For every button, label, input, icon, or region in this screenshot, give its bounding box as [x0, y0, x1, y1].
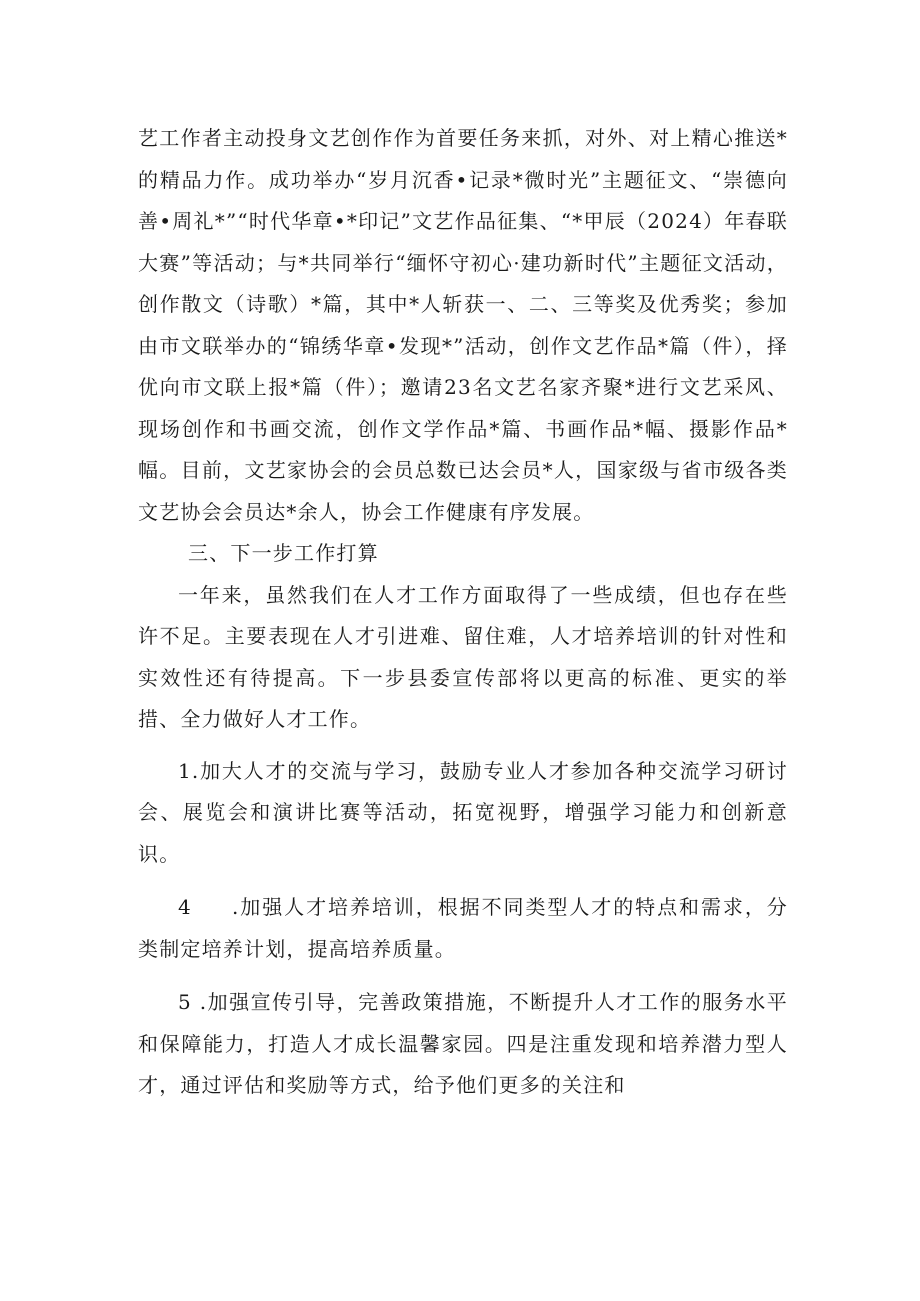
- list-item-4: [138, 887, 788, 970]
- paragraph-summary-shortcomings: 一年来，虽然我们在人才工作方面取得了一些成绩，但也存在些许不足。主要表现在人才引进难、留住难，人才培养培训的针对性和实效性还有待提高。下一步县委宣传部将以更高的标准、更实的举措、全力做好人才工作。: [138, 582, 788, 731]
- paragraph-literary-achievements: 艺工作者主动投身文艺创作作为首要任务来抓，对外、对上精心推送*的精品力作。成功举办“岁月沉香•记录*微时光”主题征文、“崇德向善•周礼*”“时代华章•*印记”文艺作品征集、“*甲辰（2024）年春联大赛”等活动；与*共同举行“缅怀守初心·建功新时代”主题征文活动，创作散文（诗歌）*篇，其中*人斩获一、二、三等奖及优秀奖；参加由市文联举办的“锦绣华章•发现*”活动，创作文艺作品*篇（件），择优向市文联上报*篇（件）；邀请23名文艺名家齐聚*进行文艺采风、现场创作和书画交流，创作文学作品*篇、书画作品*幅、摄影作品*幅。目前，文艺家协会的会员总数已达会员*人，国家级与省市级各类文艺协会会员达*余人，协会工作健康有序发展。: [138, 126, 788, 524]
- document-body: [138, 118, 788, 1107]
- list-item-4-text: .加强人才培养培训，根据不同类型人才的特点和需求，分类制定培养计划，提高培养质量。: [138, 895, 788, 961]
- section-heading-next-steps: 三、下一步工作打算: [188, 541, 379, 565]
- list-item-1: 1.加大人才的交流与学习，鼓励专业人才参加各种交流学习研讨会、展览会和演讲比赛等活动，拓宽视野，增强学习能力和创新意识。: [138, 758, 788, 866]
- list-item-5: 5 .加强宣传引导，完善政策措施，不断提升人才工作的服务水平和保障能力，打造人才成长温馨家园。四是注重发现和培养潜力型人才，通过评估和奖励等方式，给予他们更多的关注和: [138, 990, 788, 1097]
- list-item-4-number: 4: [178, 895, 192, 919]
